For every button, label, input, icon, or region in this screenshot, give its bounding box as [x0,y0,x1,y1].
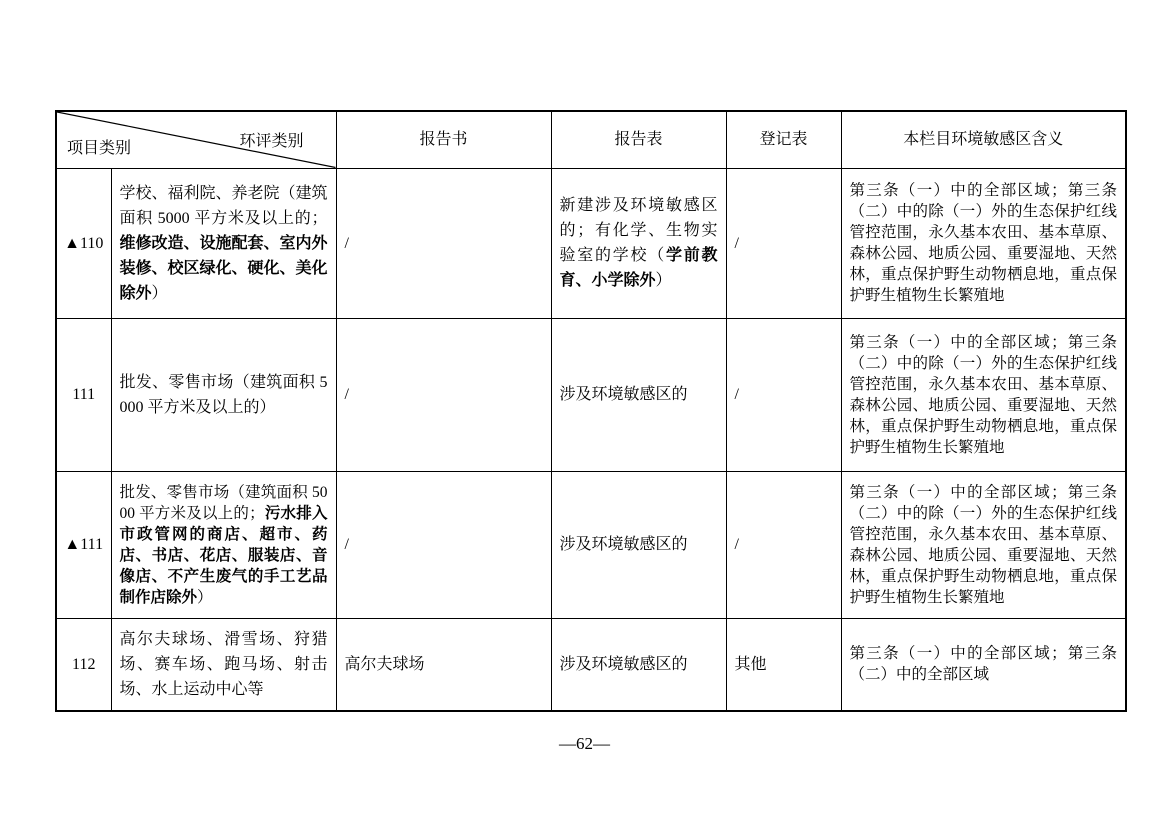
table-row [56,318,1126,471]
meaning-cell: 第三条（一）中的全部区域；第三条（二）中的除（一）外的生态保护红线管控范围，永久基本农田、基本草原、森林公园、地质公园、重要湿地、天然林，重点保护野生动物栖息地，重点保护野生植物生长繁殖地 [841,471,1126,618]
row-id-cell: ▲111 [56,471,111,618]
report-form-cell: 涉及环境敏感区的 [551,618,726,711]
register-form-cell: / [726,318,841,471]
register-form-cell: / [726,471,841,618]
row-id-cell: ▲110 [56,168,111,318]
column-header-report-form: 报告表 [551,111,726,168]
row-id-cell: 111 [56,318,111,471]
report-form-cell: 涉及环境敏感区的 [551,471,726,618]
table-row [56,471,1126,618]
eia-category-table [55,110,1127,712]
report-form-cell: 新建涉及环境敏感区的；有化学、生物实验室的学校（学前教育、小学除外） [551,168,726,318]
report-book-cell: / [336,471,551,618]
report-book-cell: / [336,318,551,471]
eia-category-label: 环评类别 [239,133,304,150]
register-form-cell: 其他 [726,618,841,711]
table-row [56,618,1126,711]
column-header-report-book: 报告书 [336,111,551,168]
register-form-cell: / [726,168,841,318]
project-cell: 高尔夫球场、滑雪场、狩猎场、赛车场、跑马场、射击场、水上运动中心等 [111,618,336,711]
meaning-cell: 第三条（一）中的全部区域；第三条（二）中的全部区域 [841,618,1126,711]
report-book-cell: 高尔夫球场 [336,618,551,711]
project-cell: 批发、零售市场（建筑面积 5000 平方米及以上的） [111,318,336,471]
project-category-label: 项目类别 [67,140,132,157]
table-row [56,168,1126,318]
column-header-sensitive-area-meaning: 本栏目环境敏感区含义 [841,111,1126,168]
column-header-register-form: 登记表 [726,111,841,168]
project-cell: 批发、零售市场（建筑面积 5000 平方米及以上的；污水排入市政管网的商店、超市、药店、书店、花店、服装店、音像店、不产生废气的手工艺品制作店除外） [111,471,336,618]
report-book-cell: / [336,168,551,318]
header-row [56,111,1126,168]
row-id-cell: 112 [56,618,111,711]
report-form-cell: 涉及环境敏感区的 [551,318,726,471]
project-cell: 学校、福利院、养老院（建筑面积 5000 平方米及以上的；维修改造、设施配套、室内外装修、校区绿化、硬化、美化除外） [111,168,336,318]
corner-header-cell [56,111,336,168]
page-number: —62— [559,734,610,753]
meaning-cell: 第三条（一）中的全部区域；第三条（二）中的除（一）外的生态保护红线管控范围，永久基本农田、基本草原、森林公园、地质公园、重要湿地、天然林，重点保护野生动物栖息地，重点保护野生植物生长繁殖地 [841,168,1126,318]
meaning-cell: 第三条（一）中的全部区域；第三条（二）中的除（一）外的生态保护红线管控范围，永久基本农田、基本草原、森林公园、地质公园、重要湿地、天然林，重点保护野生动物栖息地，重点保护野生植物生长繁殖地 [841,318,1126,471]
